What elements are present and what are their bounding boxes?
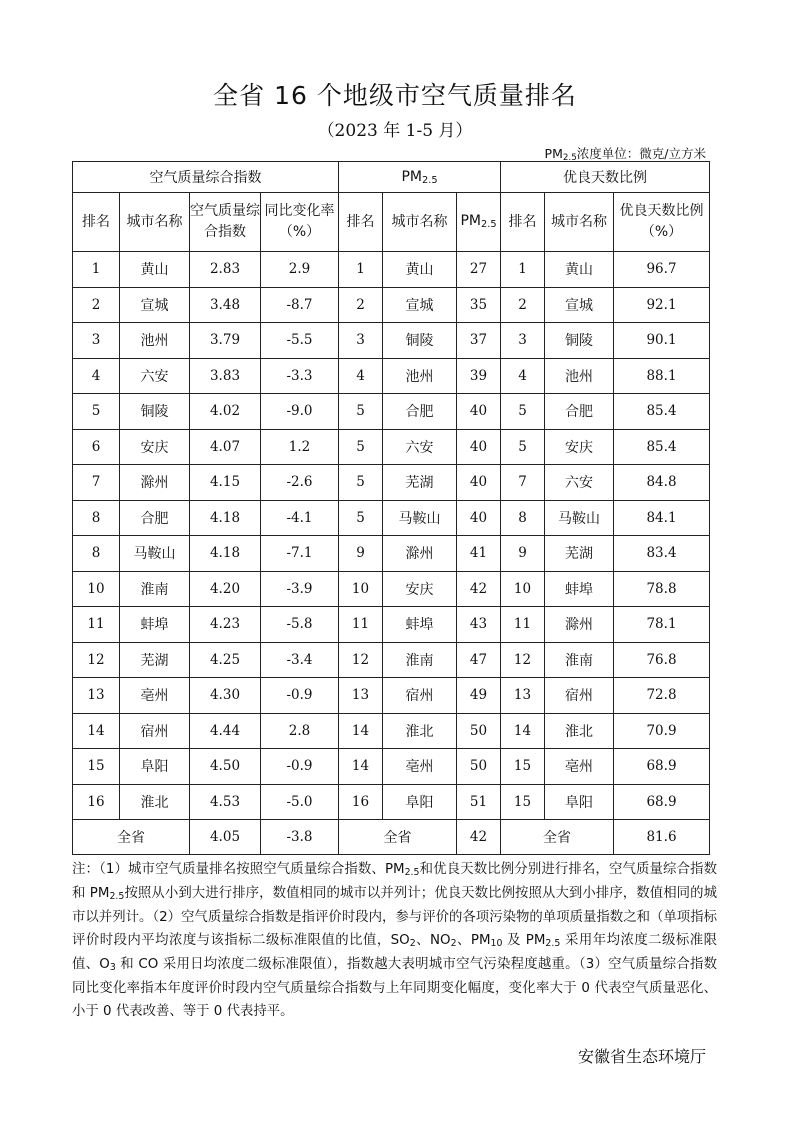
cell-aqi-city: 铜陵: [120, 394, 190, 430]
cell-pm-rank: 11: [339, 607, 383, 643]
cell-good-city: 安庆: [545, 429, 614, 465]
cell-pm-rank: 9: [339, 536, 383, 572]
cell-pm-city: 铜陵: [383, 323, 457, 359]
group-pm-sub: 2.5: [421, 175, 438, 186]
cell-pm-city: 合肥: [383, 394, 457, 430]
header-good-rank: 排名: [501, 193, 545, 252]
unit-pm-sub: 2.5: [562, 153, 577, 163]
table-row: [73, 678, 710, 714]
cell-aqi-change: 2.9: [261, 252, 339, 288]
group-aqi: 空气质量综合指数: [73, 162, 339, 193]
cell-pm-city: 淮北: [383, 713, 457, 749]
cell-aqi-rank: 3: [73, 323, 120, 359]
cell-aqi-index: 4.20: [190, 571, 261, 607]
cell-aqi-change: -7.1: [261, 536, 339, 572]
note-sub: 2.5: [404, 867, 420, 878]
table-row: [73, 465, 710, 501]
cell-aqi-city: 池州: [120, 323, 190, 359]
cell-aqi-change: -3.9: [261, 571, 339, 607]
cell-pm-city: 宿州: [383, 678, 457, 714]
total-pm-value: 42: [457, 820, 501, 855]
cell-aqi-rank: 8: [73, 500, 120, 536]
cell-good-pct: 83.4: [614, 536, 710, 572]
unit-label: [545, 144, 706, 162]
cell-pm-rank: 10: [339, 571, 383, 607]
cell-pm-value: 40: [457, 429, 501, 465]
cell-aqi-city: 蚌埠: [120, 607, 190, 643]
cell-aqi-change: -2.6: [261, 465, 339, 501]
cell-pm-city: 黄山: [383, 252, 457, 288]
cell-aqi-change: 2.8: [261, 713, 339, 749]
cell-aqi-rank: 10: [73, 571, 120, 607]
table-row: [73, 358, 710, 394]
header-aqi-index: 空气质量综合指数: [190, 193, 261, 252]
cell-pm-city: 安庆: [383, 571, 457, 607]
cell-aqi-city: 宣城: [120, 287, 190, 323]
cell-pm-value: 27: [457, 252, 501, 288]
cell-aqi-index: 4.07: [190, 429, 261, 465]
cell-aqi-change: -8.7: [261, 287, 339, 323]
cell-pm-value: 40: [457, 394, 501, 430]
cell-aqi-rank: 8: [73, 536, 120, 572]
cell-good-city: 阜阳: [545, 784, 614, 820]
cell-aqi-index: 4.30: [190, 678, 261, 714]
cell-pm-value: 50: [457, 749, 501, 785]
note-text: 按照从小到大进行排序，数值相同的城市以并列计；优良天数比例按照从大到小排序，数值相同的城市以并列计。（2）空气质量综合指数是指评价时段内，参与评价的各项污染物的单项质量指数之和（单项指标评价时段内平均浓度与该指标二级标准限值的比值，SO: [72, 886, 717, 948]
cell-pm-city: 马鞍山: [383, 500, 457, 536]
cell-pm-rank: 5: [339, 394, 383, 430]
cell-good-rank: 14: [501, 713, 545, 749]
table-row: [73, 252, 710, 288]
cell-aqi-city: 淮北: [120, 784, 190, 820]
header-good-pct: 优良天数比例（%）: [614, 193, 710, 252]
cell-aqi-rank: 2: [73, 287, 120, 323]
cell-aqi-city: 阜阳: [120, 749, 190, 785]
cell-pm-value: 42: [457, 571, 501, 607]
table-row: [73, 749, 710, 785]
cell-pm-city: 滁州: [383, 536, 457, 572]
cell-aqi-rank: 12: [73, 642, 120, 678]
cell-pm-city: 芜湖: [383, 465, 457, 501]
cell-good-city: 蚌埠: [545, 571, 614, 607]
group-header-row: [73, 162, 710, 193]
cell-pm-value: 39: [457, 358, 501, 394]
note-text: 、NO: [415, 933, 451, 948]
total-aqi-index: 4.05: [190, 820, 261, 855]
cell-pm-rank: 16: [339, 784, 383, 820]
table-row: [73, 323, 710, 359]
group-good-days: 优良天数比例: [501, 162, 710, 193]
group-pm-main: PM: [401, 169, 422, 185]
cell-aqi-change: -5.8: [261, 607, 339, 643]
cell-aqi-index: 4.23: [190, 607, 261, 643]
cell-aqi-index: 3.79: [190, 323, 261, 359]
cell-good-pct: 68.9: [614, 749, 710, 785]
cell-aqi-city: 马鞍山: [120, 536, 190, 572]
cell-pm-city: 淮南: [383, 642, 457, 678]
cell-good-rank: 4: [501, 358, 545, 394]
cell-good-city: 马鞍山: [545, 500, 614, 536]
cell-pm-rank: 5: [339, 429, 383, 465]
total-row: [73, 820, 710, 855]
cell-good-pct: 70.9: [614, 713, 710, 749]
cell-good-city: 淮北: [545, 713, 614, 749]
cell-aqi-rank: 7: [73, 465, 120, 501]
cell-aqi-rank: 15: [73, 749, 120, 785]
cell-aqi-index: 4.02: [190, 394, 261, 430]
cell-aqi-index: 4.50: [190, 749, 261, 785]
document-title: 全省 16 个地级市空气质量排名: [213, 81, 577, 110]
cell-pm-value: 50: [457, 713, 501, 749]
cell-pm-value: 41: [457, 536, 501, 572]
note-sub: 3: [109, 962, 116, 973]
cell-good-city: 芜湖: [545, 536, 614, 572]
cell-good-pct: 72.8: [614, 678, 710, 714]
header-pm-city: 城市名称: [383, 193, 457, 252]
cell-good-city: 六安: [545, 465, 614, 501]
cell-aqi-city: 淮南: [120, 571, 190, 607]
cell-aqi-change: -9.0: [261, 394, 339, 430]
group-pm25: [339, 162, 501, 193]
header-pm-value: [457, 193, 501, 252]
cell-pm-rank: 5: [339, 465, 383, 501]
cell-aqi-city: 安庆: [120, 429, 190, 465]
cell-aqi-rank: 16: [73, 784, 120, 820]
cell-aqi-city: 合肥: [120, 500, 190, 536]
cell-aqi-index: 4.18: [190, 500, 261, 536]
cell-good-pct: 84.1: [614, 500, 710, 536]
cell-aqi-city: 宿州: [120, 713, 190, 749]
cell-pm-rank: 5: [339, 500, 383, 536]
note-text: 、PM: [456, 933, 491, 948]
cell-aqi-change: 1.2: [261, 429, 339, 465]
header-aqi-rank: 排名: [73, 193, 120, 252]
total-good-pct: 81.6: [614, 820, 710, 855]
note-text: 和优良天数比例分别进行排名，空气质量综合指数和 PM: [72, 862, 718, 901]
cell-pm-city: 蚌埠: [383, 607, 457, 643]
note-text: 采用年均浓度二级标准限值、O: [72, 933, 717, 972]
table-row: [73, 394, 710, 430]
cell-good-rank: 2: [501, 287, 545, 323]
cell-good-pct: 96.7: [614, 252, 710, 288]
table-row: [73, 642, 710, 678]
cell-aqi-rank: 4: [73, 358, 120, 394]
note-sub: 2: [450, 938, 457, 949]
table-row: [73, 713, 710, 749]
cell-aqi-rank: 1: [73, 252, 120, 288]
header-aqi-change: 同比变化率（%）: [261, 193, 339, 252]
table-row: [73, 571, 710, 607]
cell-pm-value: 37: [457, 323, 501, 359]
cell-pm-value: 51: [457, 784, 501, 820]
total-label-aqi: 全省: [73, 820, 190, 855]
header-pm-main: PM: [460, 213, 481, 229]
cell-good-rank: 8: [501, 500, 545, 536]
cell-aqi-city: 黄山: [120, 252, 190, 288]
cell-good-rank: 10: [501, 571, 545, 607]
table-row: [73, 287, 710, 323]
cell-good-city: 黄山: [545, 252, 614, 288]
cell-aqi-index: 3.83: [190, 358, 261, 394]
header-good-city: 城市名称: [545, 193, 614, 252]
cell-good-pct: 84.8: [614, 465, 710, 501]
cell-good-pct: 88.1: [614, 358, 710, 394]
cell-good-rank: 5: [501, 394, 545, 430]
cell-aqi-rank: 5: [73, 394, 120, 430]
cell-aqi-city: 亳州: [120, 678, 190, 714]
cell-aqi-rank: 14: [73, 713, 120, 749]
cell-good-city: 滁州: [545, 607, 614, 643]
cell-pm-value: 40: [457, 500, 501, 536]
table-body: [73, 252, 710, 855]
header-pm-rank: 排名: [339, 193, 383, 252]
cell-good-rank: 7: [501, 465, 545, 501]
cell-aqi-index: 4.18: [190, 536, 261, 572]
cell-pm-city: 宣城: [383, 287, 457, 323]
note-sub: 2: [409, 938, 416, 949]
cell-pm-rank: 13: [339, 678, 383, 714]
table-row: [73, 500, 710, 536]
cell-aqi-city: 芜湖: [120, 642, 190, 678]
cell-aqi-index: 2.83: [190, 252, 261, 288]
cell-good-pct: 85.4: [614, 429, 710, 465]
table-row: [73, 607, 710, 643]
header-aqi-city: 城市名称: [120, 193, 190, 252]
cell-aqi-index: 4.25: [190, 642, 261, 678]
cell-pm-city: 池州: [383, 358, 457, 394]
cell-aqi-index: 4.53: [190, 784, 261, 820]
cell-good-city: 淮南: [545, 642, 614, 678]
cell-aqi-change: -0.9: [261, 749, 339, 785]
cell-good-rank: 1: [501, 252, 545, 288]
table-row: [73, 429, 710, 465]
cell-aqi-city: 滁州: [120, 465, 190, 501]
cell-pm-rank: 1: [339, 252, 383, 288]
cell-pm-value: 43: [457, 607, 501, 643]
cell-pm-value: 40: [457, 465, 501, 501]
footnote: [72, 858, 717, 1023]
total-label-pm: 全省: [339, 820, 457, 855]
cell-good-pct: 92.1: [614, 287, 710, 323]
cell-aqi-city: 六安: [120, 358, 190, 394]
cell-aqi-change: -0.9: [261, 678, 339, 714]
total-aqi-change: -3.8: [261, 820, 339, 855]
cell-good-city: 宿州: [545, 678, 614, 714]
cell-aqi-change: -4.1: [261, 500, 339, 536]
cell-pm-rank: 14: [339, 749, 383, 785]
cell-pm-value: 35: [457, 287, 501, 323]
unit-pm: PM: [544, 146, 563, 161]
note-text: 注：（1）城市空气质量排名按照空气质量综合指数、PM: [72, 862, 405, 877]
note-sub: 2.5: [545, 938, 561, 949]
cell-aqi-index: 3.48: [190, 287, 261, 323]
cell-aqi-index: 4.44: [190, 713, 261, 749]
note-text: 和 CO 采用日均浓度二级标准限值），指数越大表明城市空气污染程度越重。（3）空气质量综合指数同比变化率指本年度评价时段内空气质量综合指数与上年同期变化幅度，变化率大于 0 代表空气质量恶化、小于 0 代表改善、等于 0 代表持平。: [72, 957, 717, 1019]
cell-good-pct: 85.4: [614, 394, 710, 430]
cell-good-pct: 78.1: [614, 607, 710, 643]
cell-good-pct: 76.8: [614, 642, 710, 678]
ranking-table: [72, 161, 710, 855]
cell-good-rank: 3: [501, 323, 545, 359]
table-row: [73, 536, 710, 572]
cell-pm-rank: 14: [339, 713, 383, 749]
cell-pm-value: 49: [457, 678, 501, 714]
cell-good-pct: 68.9: [614, 784, 710, 820]
cell-pm-city: 亳州: [383, 749, 457, 785]
total-label-good: 全省: [501, 820, 614, 855]
cell-good-pct: 90.1: [614, 323, 710, 359]
cell-aqi-change: -3.3: [261, 358, 339, 394]
unit-text: 浓度单位：微克/立方米: [576, 146, 706, 161]
cell-aqi-rank: 13: [73, 678, 120, 714]
cell-good-city: 亳州: [545, 749, 614, 785]
cell-good-city: 铜陵: [545, 323, 614, 359]
cell-pm-rank: 4: [339, 358, 383, 394]
header-pm-sub: 2.5: [480, 219, 497, 230]
cell-aqi-index: 4.15: [190, 465, 261, 501]
note-text: 及 PM: [502, 933, 546, 948]
document-subtitle: （2023 年 1-5 月）: [317, 121, 473, 141]
table-row: [73, 784, 710, 820]
cell-aqi-change: -3.4: [261, 642, 339, 678]
cell-good-city: 池州: [545, 358, 614, 394]
cell-good-rank: 5: [501, 429, 545, 465]
cell-pm-rank: 12: [339, 642, 383, 678]
cell-good-pct: 78.8: [614, 571, 710, 607]
issuer-signature: 安徽省生态环境厅: [577, 1047, 706, 1066]
cell-good-city: 合肥: [545, 394, 614, 430]
note-sub: 2.5: [109, 891, 125, 902]
cell-aqi-change: -5.0: [261, 784, 339, 820]
cell-good-rank: 11: [501, 607, 545, 643]
cell-good-rank: 9: [501, 536, 545, 572]
note-sub: 10: [490, 938, 503, 949]
cell-aqi-rank: 6: [73, 429, 120, 465]
cell-aqi-rank: 11: [73, 607, 120, 643]
cell-pm-city: 六安: [383, 429, 457, 465]
cell-good-city: 宣城: [545, 287, 614, 323]
cell-pm-rank: 3: [339, 323, 383, 359]
cell-aqi-change: -5.5: [261, 323, 339, 359]
cell-good-rank: 15: [501, 749, 545, 785]
column-header-row: [73, 193, 710, 252]
cell-good-rank: 13: [501, 678, 545, 714]
cell-pm-city: 阜阳: [383, 784, 457, 820]
cell-good-rank: 12: [501, 642, 545, 678]
cell-pm-value: 47: [457, 642, 501, 678]
cell-good-rank: 15: [501, 784, 545, 820]
cell-pm-rank: 2: [339, 287, 383, 323]
